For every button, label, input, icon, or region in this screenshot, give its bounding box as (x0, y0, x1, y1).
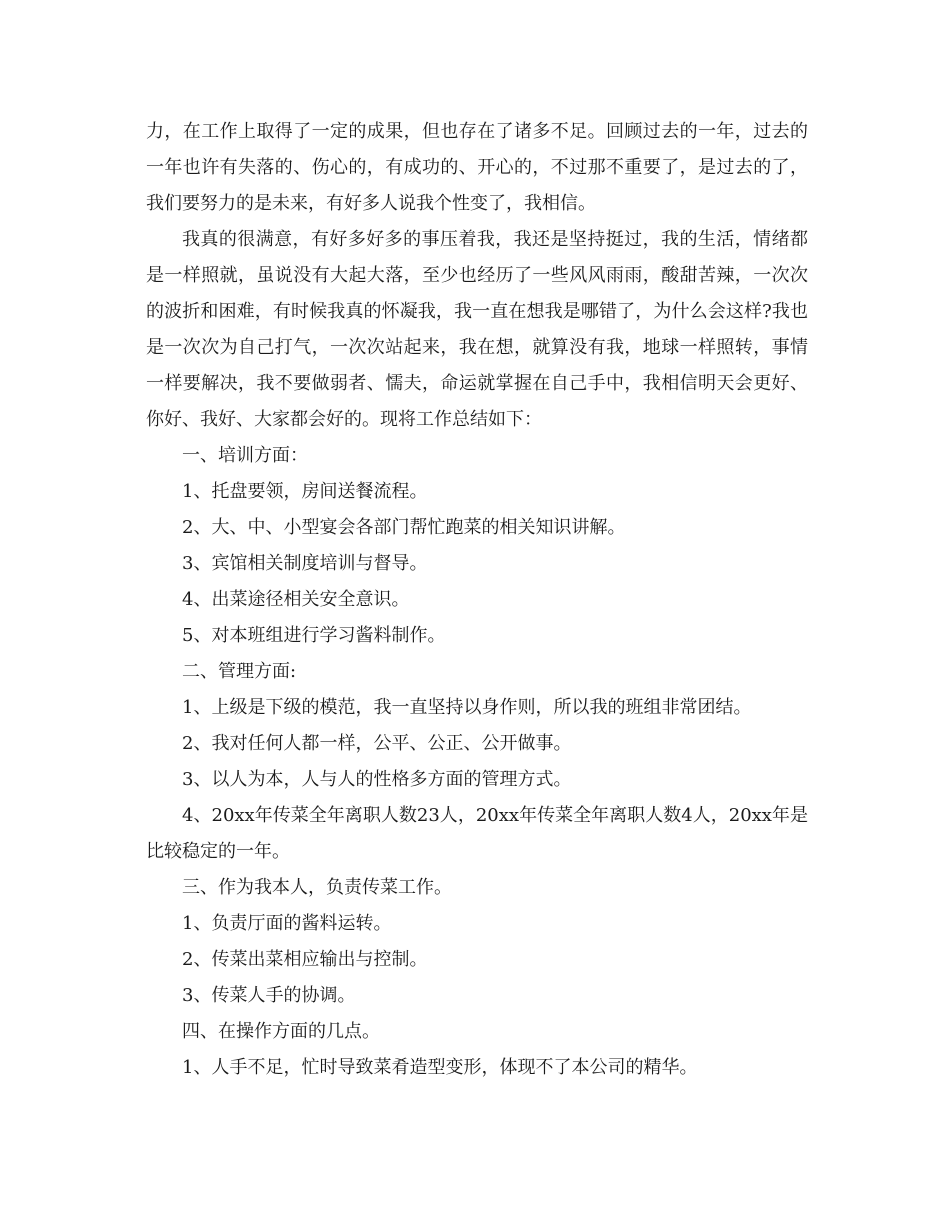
list-item: 3、宾馆相关制度培训与督导。 (182, 553, 428, 574)
list-item: 1、人手不足，忙时导致菜肴造型变形，体现不了本公司的精华。 (182, 1057, 698, 1078)
list-item: 2、传菜出菜相应输出与控制。 (182, 949, 428, 970)
list-item: 3、以人为本，人与人的性格多方面的管理方式。 (182, 769, 572, 790)
list-item: 2、我对任何人都一样，公平、公正、公开做事。 (182, 733, 572, 754)
section-heading-management: 二、管理方面: (182, 661, 297, 682)
list-item: 1、上级是下级的模范，我一直坚持以身作则，所以我的班组非常团结。 (182, 697, 752, 718)
list-item: 5、对本班组进行学习酱料制作。 (182, 625, 446, 646)
list-item: 1、负责厅面的酱料运转。 (182, 913, 392, 934)
list-item: 3、传菜人手的协调。 (182, 985, 356, 1006)
section-heading-training: 一、培训方面： (182, 445, 308, 466)
section-heading-operations: 四、在操作方面的几点。 (182, 1021, 380, 1042)
list-item: 2、大、中、小型宴会各部门帮忙跑菜的相关知识讲解。 (182, 517, 626, 538)
section-heading-personal-duties: 三、作为我本人，负责传菜工作。 (182, 877, 452, 898)
list-item: 4、20xx年传菜全年离职人数23人，20xx年传菜全年离职人数4人，20xx年是比较稳定的一年。 (146, 805, 808, 862)
document-body (146, 114, 808, 1086)
paragraph-continuation: 力，在工作上取得了一定的成果，但也存在了诸多不足。回顾过去的一年，过去的一年也许有失落的、伤心的，有成功的、开心的，不过那不重要了，是过去的了，我们要努力的是未来，有好多人说我个性变了，我相信。 (146, 121, 808, 214)
list-item: 1、托盘要领，房间送餐流程。 (182, 481, 428, 502)
paragraph-reflection: 我真的很满意，有好多好多的事压着我，我还是坚持挺过，我的生活，情绪都是一样照就，虽说没有大起大落，至少也经历了一些风风雨雨，酸甜苦辣，一次次的波折和困难，有时候我真的怀凝我，我一直在想我是哪错了，为什么会这样?我也是一次次为自己打气，一次次站起来，我在想，就算没有我，地球一样照转，事情一样要解决，我不要做弱者、懦夫，命运就掌握在自己手中，我相信明天会更好、你好、我好、大家都会好的。现将工作总结如下： (146, 229, 808, 430)
list-item: 4、出菜途径相关安全意识。 (182, 589, 410, 610)
